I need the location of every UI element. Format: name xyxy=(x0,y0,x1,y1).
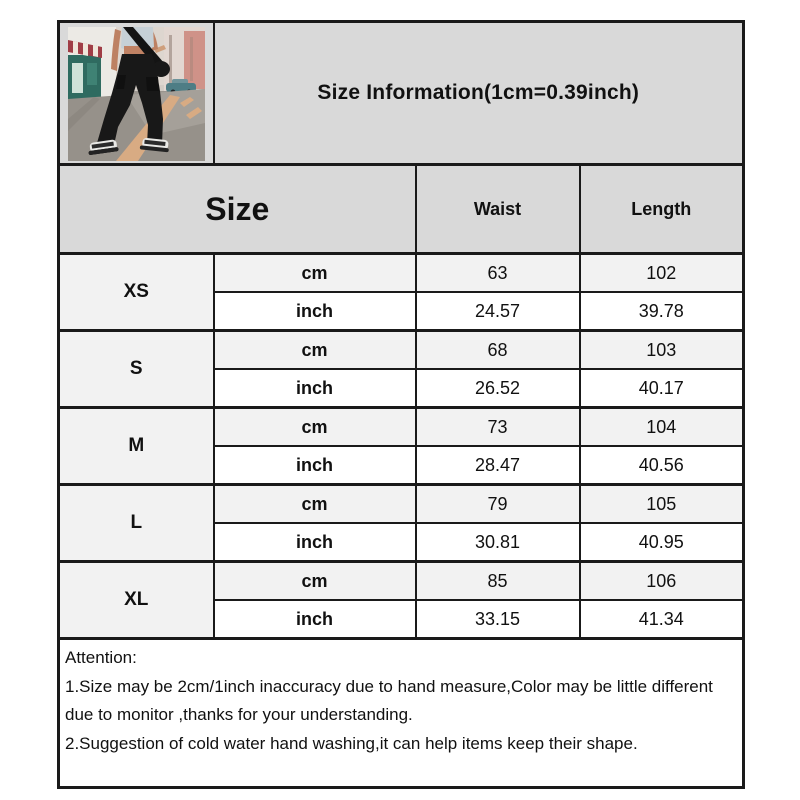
attention-row xyxy=(59,639,744,788)
unit-label: cm xyxy=(214,562,416,601)
unit-label: cm xyxy=(214,485,416,524)
table-row-s-cm xyxy=(59,331,744,370)
waist-value: 30.81 xyxy=(416,523,580,562)
length-value: 40.17 xyxy=(580,369,744,408)
unit-label: cm xyxy=(214,408,416,447)
size-table xyxy=(57,20,745,789)
waist-value: 79 xyxy=(416,485,580,524)
product-photo xyxy=(68,27,205,161)
size-label-m: M xyxy=(59,408,214,485)
attention-heading: Attention: xyxy=(65,648,137,667)
column-header-size: Size xyxy=(59,165,416,254)
column-header-row xyxy=(59,165,744,254)
top-row xyxy=(59,22,744,165)
unit-label: inch xyxy=(214,446,416,485)
unit-label: inch xyxy=(214,369,416,408)
length-value: 39.78 xyxy=(580,292,744,331)
waist-value: 26.52 xyxy=(416,369,580,408)
table-row-xl-cm xyxy=(59,562,744,601)
length-value: 103 xyxy=(580,331,744,370)
waist-value: 24.57 xyxy=(416,292,580,331)
waist-value: 33.15 xyxy=(416,600,580,639)
length-value: 105 xyxy=(580,485,744,524)
length-value: 41.34 xyxy=(580,600,744,639)
waist-value: 28.47 xyxy=(416,446,580,485)
product-photo-cell xyxy=(59,22,214,165)
waist-value: 85 xyxy=(416,562,580,601)
table-row-xs-cm xyxy=(59,254,744,293)
size-label-s: S xyxy=(59,331,214,408)
chart-title: Size Information(1cm=0.39inch) xyxy=(214,22,744,165)
unit-label: inch xyxy=(214,292,416,331)
unit-label: cm xyxy=(214,254,416,293)
column-header-waist: Waist xyxy=(416,165,580,254)
unit-label: cm xyxy=(214,331,416,370)
attention-note-2: 2.Suggestion of cold water hand washing,it can help items keep their shape. xyxy=(65,733,638,753)
length-value: 106 xyxy=(580,562,744,601)
length-value: 104 xyxy=(580,408,744,447)
table-row-l-cm xyxy=(59,485,744,524)
length-value: 102 xyxy=(580,254,744,293)
waist-value: 73 xyxy=(416,408,580,447)
size-label-xs: XS xyxy=(59,254,214,331)
unit-label: inch xyxy=(214,523,416,562)
unit-label: inch xyxy=(214,600,416,639)
size-label-l: L xyxy=(59,485,214,562)
waist-value: 68 xyxy=(416,331,580,370)
attention-box xyxy=(59,639,744,788)
column-header-length: Length xyxy=(580,165,744,254)
table-row-m-cm xyxy=(59,408,744,447)
size-label-xl: XL xyxy=(59,562,214,639)
waist-value: 63 xyxy=(416,254,580,293)
attention-note-1: 1.Size may be 2cm/1inch inaccuracy due to hand measure,Color may be little different due to monitor ,thanks for your understanding. xyxy=(65,676,713,724)
length-value: 40.95 xyxy=(580,523,744,562)
length-value: 40.56 xyxy=(580,446,744,485)
